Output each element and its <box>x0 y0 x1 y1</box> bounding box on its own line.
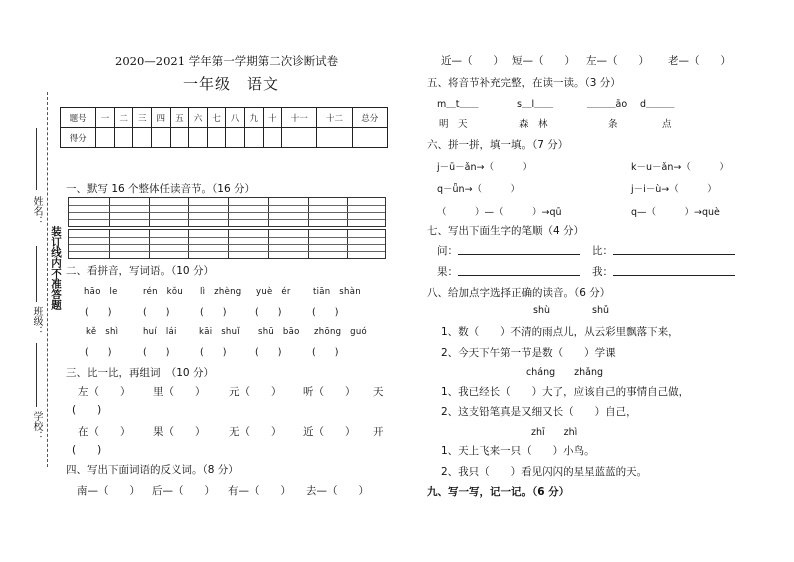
answer-blank[interactable]: ( ) <box>72 404 102 416</box>
stroke-answer-line[interactable] <box>458 275 580 276</box>
class-line[interactable] <box>36 246 37 302</box>
school-label: 学校： <box>31 411 42 441</box>
spell-item[interactable]: j－ū－ǎn→（ ） <box>437 162 532 173</box>
binding-dashed-line <box>47 92 48 467</box>
reading-option: zhī zhì <box>531 427 578 438</box>
reading-question[interactable]: 2、这支铅笔真是又细又长（ ）自己， <box>441 406 637 418</box>
compare-item[interactable]: 天 <box>373 386 384 398</box>
answer-blank[interactable]: ( ) <box>200 347 227 358</box>
syllable-blank[interactable]: s＿l＿＿ <box>517 99 554 110</box>
score-row-label: 得分 <box>61 128 96 148</box>
score-cell[interactable] <box>189 128 208 148</box>
stroke-answer-line[interactable] <box>458 254 580 255</box>
stroke-answer-line[interactable] <box>613 254 735 255</box>
pinyin-prompt: rén kǒu <box>143 287 184 297</box>
antonym-item[interactable]: 老—（ ） <box>668 55 731 67</box>
spell-item[interactable]: q—（ ）→què <box>631 207 720 218</box>
antonym-item[interactable]: 短—（ ） <box>512 55 575 67</box>
compare-item[interactable]: 听（ ） <box>303 386 356 398</box>
grid-line <box>69 251 385 252</box>
pinyin-prompt: kāi shuǐ <box>199 327 240 337</box>
answer-blank[interactable]: ( ) <box>143 307 170 318</box>
score-header: 总分 <box>352 108 387 128</box>
pinyin-prompt: huí lái <box>143 327 177 337</box>
score-cell[interactable] <box>133 128 152 148</box>
score-header: 二 <box>114 108 133 128</box>
compare-item[interactable]: 无（ ） <box>229 426 282 438</box>
antonym-item[interactable]: 左—（ ） <box>586 55 649 67</box>
section-5-heading: 五、将音节补充完整，在读一读。（3 分） <box>427 77 621 89</box>
pinyin-prompt: kě shì <box>86 327 119 337</box>
section-2-heading: 二、看拼音，写词语。（10 分） <box>66 265 214 277</box>
name-line[interactable] <box>36 128 37 190</box>
score-header: 六 <box>189 108 208 128</box>
syllable-word: 明 天 <box>439 119 468 130</box>
grid-line <box>69 219 385 220</box>
reading-question[interactable]: 1、天上飞来一只（ ）小鸟。 <box>441 445 595 457</box>
score-cell[interactable] <box>170 128 189 148</box>
answer-blank[interactable]: ( ) <box>200 307 227 318</box>
score-header: 三 <box>133 108 152 128</box>
score-header: 十二 <box>317 108 352 128</box>
reading-option: cháng zhǎng <box>526 367 603 378</box>
answer-blank[interactable]: ( ) <box>312 307 339 318</box>
compare-item[interactable]: 果（ ） <box>153 426 206 438</box>
score-table <box>60 107 388 148</box>
section-7-heading: 七、写出下面生字的笔顺（4 分） <box>427 225 585 237</box>
binding-notice: 装订线内不准答题 <box>50 226 62 310</box>
score-cell[interactable] <box>96 128 115 148</box>
pinyin-writing-grid[interactable] <box>68 229 386 259</box>
score-header: 七 <box>207 108 226 128</box>
syllable-blank[interactable]: ＿＿＿āo <box>587 99 628 110</box>
grid-line <box>69 212 385 213</box>
score-cell[interactable] <box>352 128 387 148</box>
stroke-label: 果： <box>437 266 458 278</box>
class-label: 班级： <box>31 306 42 336</box>
reading-question[interactable]: 2、我只（ ）看见闪闪的星星蓝蓝的天。 <box>441 466 648 478</box>
compare-item[interactable]: 近（ ） <box>303 426 356 438</box>
reading-option: shù <box>533 305 550 316</box>
spell-item[interactable]: （ ）—（ ）→qū <box>437 207 562 218</box>
section-4-heading: 四、写出下面词语的反义词。（8 分） <box>66 464 239 476</box>
reading-question[interactable]: 1、数（ ）不清的雨点儿，从云彩里飘落下来， <box>441 326 679 338</box>
section-1-heading: 一、默写 16 个整体任读音节。（16 分） <box>66 183 255 195</box>
antonym-item[interactable]: 有—（ ） <box>228 485 291 497</box>
stroke-answer-line[interactable] <box>613 275 735 276</box>
reading-question[interactable]: 1、我已经长（ ）大了，应该自己的事情自己做， <box>441 386 690 398</box>
section-6-heading: 六、拼一拼，填一填。（7 分） <box>427 139 569 151</box>
score-cell[interactable] <box>207 128 226 148</box>
compare-item[interactable]: 在（ ） <box>78 426 131 438</box>
score-header: 九 <box>244 108 263 128</box>
score-cell[interactable] <box>317 128 352 148</box>
pinyin-prompt: tiān shàn <box>313 287 361 297</box>
stroke-label: 比： <box>592 245 613 257</box>
grid-line <box>69 205 385 206</box>
grid-line <box>69 237 385 238</box>
score-header: 五 <box>170 108 189 128</box>
syllable-word: 森 林 <box>519 119 548 130</box>
score-header: 四 <box>152 108 171 128</box>
score-cell[interactable] <box>152 128 171 148</box>
antonym-item[interactable]: 南—（ ） <box>77 485 140 497</box>
syllable-blank[interactable]: d＿＿＿ <box>640 99 675 110</box>
antonym-item[interactable]: 近—（ ） <box>441 55 504 67</box>
score-cell[interactable] <box>263 128 282 148</box>
pinyin-prompt: hāo le <box>84 287 118 297</box>
school-line[interactable] <box>36 343 37 407</box>
pinyin-prompt: zhōng guó <box>314 327 368 337</box>
antonym-item[interactable]: 后—（ ） <box>152 485 215 497</box>
answer-blank[interactable]: ( ) <box>143 347 170 358</box>
syllable-word: 点 <box>662 119 672 130</box>
section-3-heading: 三、比一比，再组词 （10 分） <box>66 367 214 379</box>
score-header: 八 <box>226 108 245 128</box>
section-9-heading: 九、写一写，记一记。（6 分） <box>427 486 570 498</box>
pinyin-prompt: yuè ér <box>256 287 291 297</box>
answer-blank[interactable]: ( ) <box>312 347 339 358</box>
score-header: 一 <box>96 108 115 128</box>
exam-subtitle: 一年级 语文 <box>183 75 280 93</box>
stroke-label: 我： <box>592 266 613 278</box>
pinyin-prompt: shū bāo <box>258 327 300 337</box>
spell-item[interactable]: k－u－ǎn→（ ） <box>631 162 729 173</box>
exam-title: 2020—2021 学年第一学期第二次诊断试卷 <box>115 54 339 68</box>
answer-blank[interactable]: ( ) <box>85 347 112 358</box>
compare-item[interactable]: 左（ ） <box>78 386 131 398</box>
reading-option: shǔ <box>592 305 609 316</box>
score-header: 题号 <box>61 108 96 128</box>
name-label: 姓名： <box>31 196 42 226</box>
grid-line <box>69 244 385 245</box>
syllable-blank[interactable]: m＿t＿＿ <box>437 99 479 110</box>
reading-question[interactable]: 2、今天下午第一节是数（ ）学课 <box>441 347 616 359</box>
score-header: 十 <box>263 108 282 128</box>
score-cell[interactable] <box>226 128 245 148</box>
score-cell[interactable] <box>244 128 263 148</box>
compare-item[interactable]: 元（ ） <box>229 386 282 398</box>
section-8-heading: 八、给加点字选择正确的读音。（6 分） <box>427 287 611 299</box>
answer-blank[interactable]: ( ) <box>255 307 282 318</box>
stroke-label: 问： <box>437 245 458 257</box>
score-cell[interactable] <box>282 128 317 148</box>
antonym-item[interactable]: 去—（ ） <box>306 485 369 497</box>
score-header: 十一 <box>282 108 317 128</box>
pinyin-prompt: lì zhèng <box>200 287 242 297</box>
answer-blank[interactable]: ( ) <box>72 444 102 456</box>
score-cell[interactable] <box>114 128 133 148</box>
compare-item[interactable]: 里（ ） <box>153 386 206 398</box>
pinyin-writing-grid[interactable] <box>68 197 386 227</box>
spell-item[interactable]: j－i－ù→（ ） <box>631 184 717 195</box>
answer-blank[interactable]: ( ) <box>85 307 112 318</box>
syllable-word: 条 <box>608 119 618 130</box>
answer-blank[interactable]: ( ) <box>255 347 282 358</box>
compare-item[interactable]: 开 <box>373 426 384 438</box>
spell-item[interactable]: q－ǖn→（ ） <box>437 184 521 195</box>
